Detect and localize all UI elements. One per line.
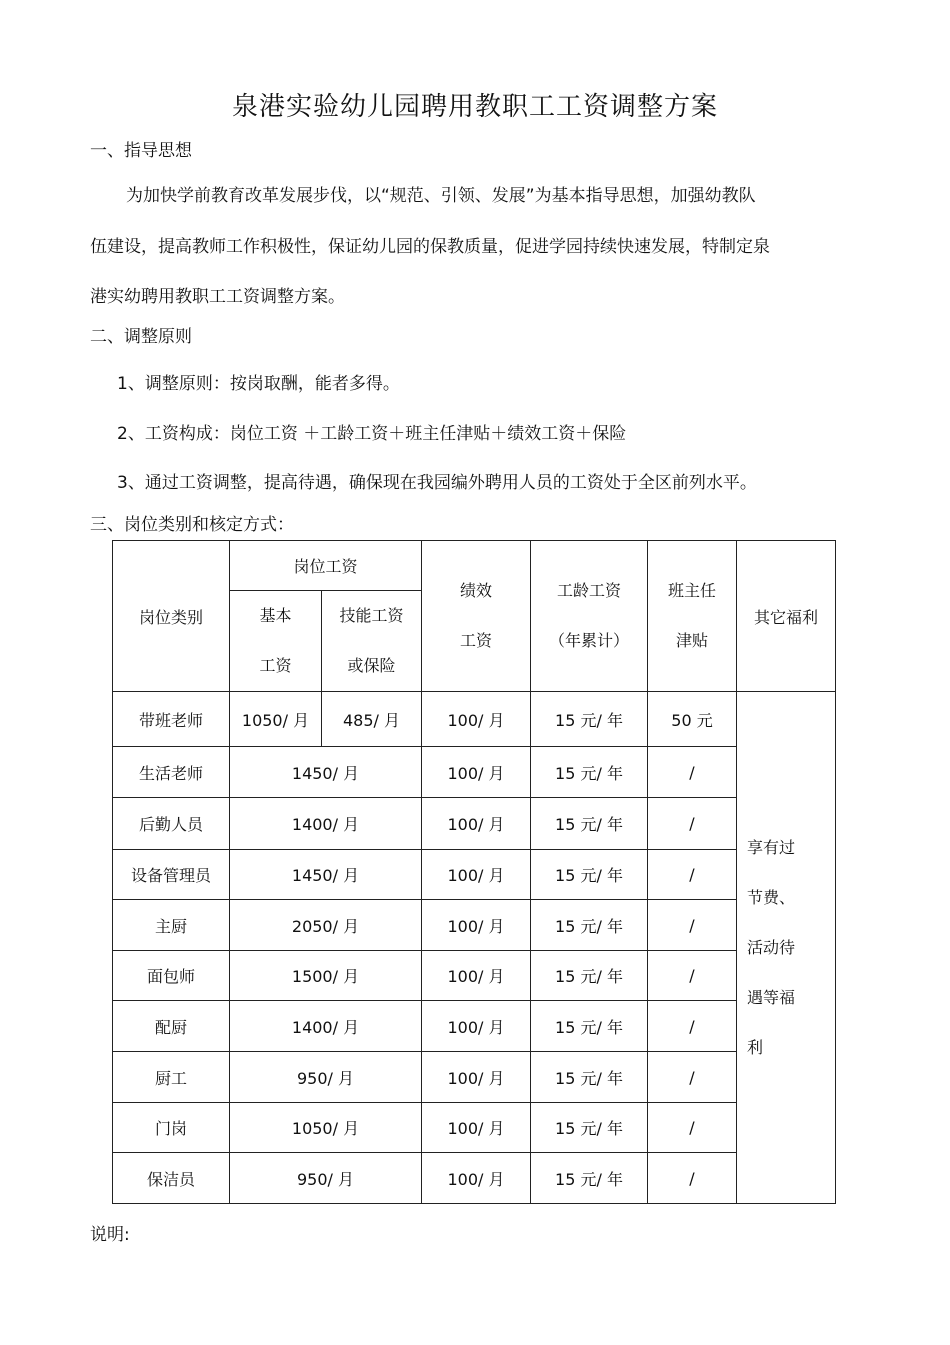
header-post-salary: 岗位工资 [230, 541, 422, 591]
cell-post-salary: 950/ 月 [230, 1052, 422, 1103]
table-row [113, 1103, 836, 1153]
table-row [113, 747, 836, 798]
cell-seniority: 15 元/ 年 [531, 1001, 648, 1052]
cell-post-salary: 1450/ 月 [230, 747, 422, 798]
cell-post-salary: 1400/ 月 [230, 798, 422, 850]
cell-seniority: 15 元/ 年 [531, 747, 648, 798]
table-row [113, 1153, 836, 1204]
table-row [113, 1001, 836, 1052]
header-head-teacher-allowance: 班主任 津贴 [648, 541, 737, 692]
table-row [113, 900, 836, 951]
section-2-heading: 二、调整原则 [90, 327, 192, 347]
table-row [113, 692, 836, 747]
cell-allowance: / [648, 1001, 737, 1052]
cell-category: 后勤人员 [113, 798, 230, 850]
cell-performance: 100/ 月 [422, 1153, 531, 1204]
table-row [113, 798, 836, 850]
section-1-para-line-1: 为加快学前教育改革发展步伐，以“规范、引领、发展”为基本指导思想，加强幼教队 [126, 186, 756, 206]
principle-item-1: 1、调整原则：按岗取酬，能者多得。 [117, 374, 400, 394]
cell-performance: 100/ 月 [422, 1001, 531, 1052]
cell-post-salary: 1400/ 月 [230, 1001, 422, 1052]
cell-seniority: 15 元/ 年 [531, 900, 648, 951]
cell-seniority: 15 元/ 年 [531, 951, 648, 1001]
cell-skill-salary: 485/ 月 [322, 692, 422, 747]
cell-allowance: / [648, 850, 737, 900]
salary-table [112, 540, 836, 1204]
cell-allowance: / [648, 1103, 737, 1153]
cell-performance: 100/ 月 [422, 692, 531, 747]
header-seniority: 工龄工资 （年累计） [531, 541, 648, 692]
cell-seniority: 15 元/ 年 [531, 850, 648, 900]
cell-seniority: 15 元/ 年 [531, 692, 648, 747]
cell-performance: 100/ 月 [422, 951, 531, 1001]
section-3-heading: 三、岗位类别和核定方式： [90, 515, 294, 535]
cell-category: 保洁员 [113, 1153, 230, 1204]
cell-post-salary: 950/ 月 [230, 1153, 422, 1204]
cell-post-salary: 1500/ 月 [230, 951, 422, 1001]
cell-post-salary: 1450/ 月 [230, 850, 422, 900]
cell-seniority: 15 元/ 年 [531, 1103, 648, 1153]
table-row [113, 1052, 836, 1103]
cell-performance: 100/ 月 [422, 747, 531, 798]
table-row [113, 850, 836, 900]
cell-category: 配厨 [113, 1001, 230, 1052]
cell-allowance: 50 元 [648, 692, 737, 747]
cell-allowance: / [648, 1153, 737, 1204]
cell-post-salary: 2050/ 月 [230, 900, 422, 951]
cell-category: 带班老师 [113, 692, 230, 747]
table-row [113, 951, 836, 1001]
section-1-para-line-3: 港实幼聘用教职工工资调整方案。 [90, 287, 345, 307]
principle-item-2: 2、工资构成：岗位工资 ＋工龄工资＋班主任津贴＋绩效工资＋保险 [117, 424, 627, 444]
cell-performance: 100/ 月 [422, 1103, 531, 1153]
cell-category: 生活老师 [113, 747, 230, 798]
header-skill-salary: 技能工资 或保险 [322, 591, 422, 692]
note-label: 说明: [90, 1225, 130, 1245]
cell-base-salary: 1050/ 月 [230, 692, 322, 747]
document-title: 泉港实验幼儿园聘用教职工工资调整方案 [231, 92, 718, 122]
cell-allowance: / [648, 951, 737, 1001]
cell-category: 厨工 [113, 1052, 230, 1103]
header-other-welfare: 其它福利 [737, 541, 836, 692]
section-1-para-line-2: 伍建设，提高教师工作积极性，保证幼儿园的保教质量，促进学园持续快速发展，特制定泉 [90, 237, 770, 257]
section-1-heading: 一、指导思想 [90, 141, 192, 161]
cell-allowance: / [648, 1052, 737, 1103]
header-performance: 绩效 工资 [422, 541, 531, 692]
cell-category: 设备管理员 [113, 850, 230, 900]
header-category: 岗位类别 [113, 541, 230, 692]
cell-performance: 100/ 月 [422, 1052, 531, 1103]
cell-performance: 100/ 月 [422, 900, 531, 951]
principle-item-3: 3、通过工资调整，提高待遇，确保现在我园编外聘用人员的工资处于全区前列水平。 [117, 473, 757, 493]
cell-category: 主厨 [113, 900, 230, 951]
cell-category: 面包师 [113, 951, 230, 1001]
cell-category: 门岗 [113, 1103, 230, 1153]
cell-allowance: / [648, 798, 737, 850]
cell-seniority: 15 元/ 年 [531, 798, 648, 850]
header-base-salary: 基本 工资 [230, 591, 322, 692]
cell-allowance: / [648, 900, 737, 951]
cell-performance: 100/ 月 [422, 798, 531, 850]
cell-performance: 100/ 月 [422, 850, 531, 900]
cell-allowance: / [648, 747, 737, 798]
cell-post-salary: 1050/ 月 [230, 1103, 422, 1153]
cell-other-welfare: 享有过 节费、 活动待 遇等福 利 [737, 692, 836, 1204]
table-header-row [113, 541, 836, 591]
cell-seniority: 15 元/ 年 [531, 1052, 648, 1103]
cell-seniority: 15 元/ 年 [531, 1153, 648, 1204]
